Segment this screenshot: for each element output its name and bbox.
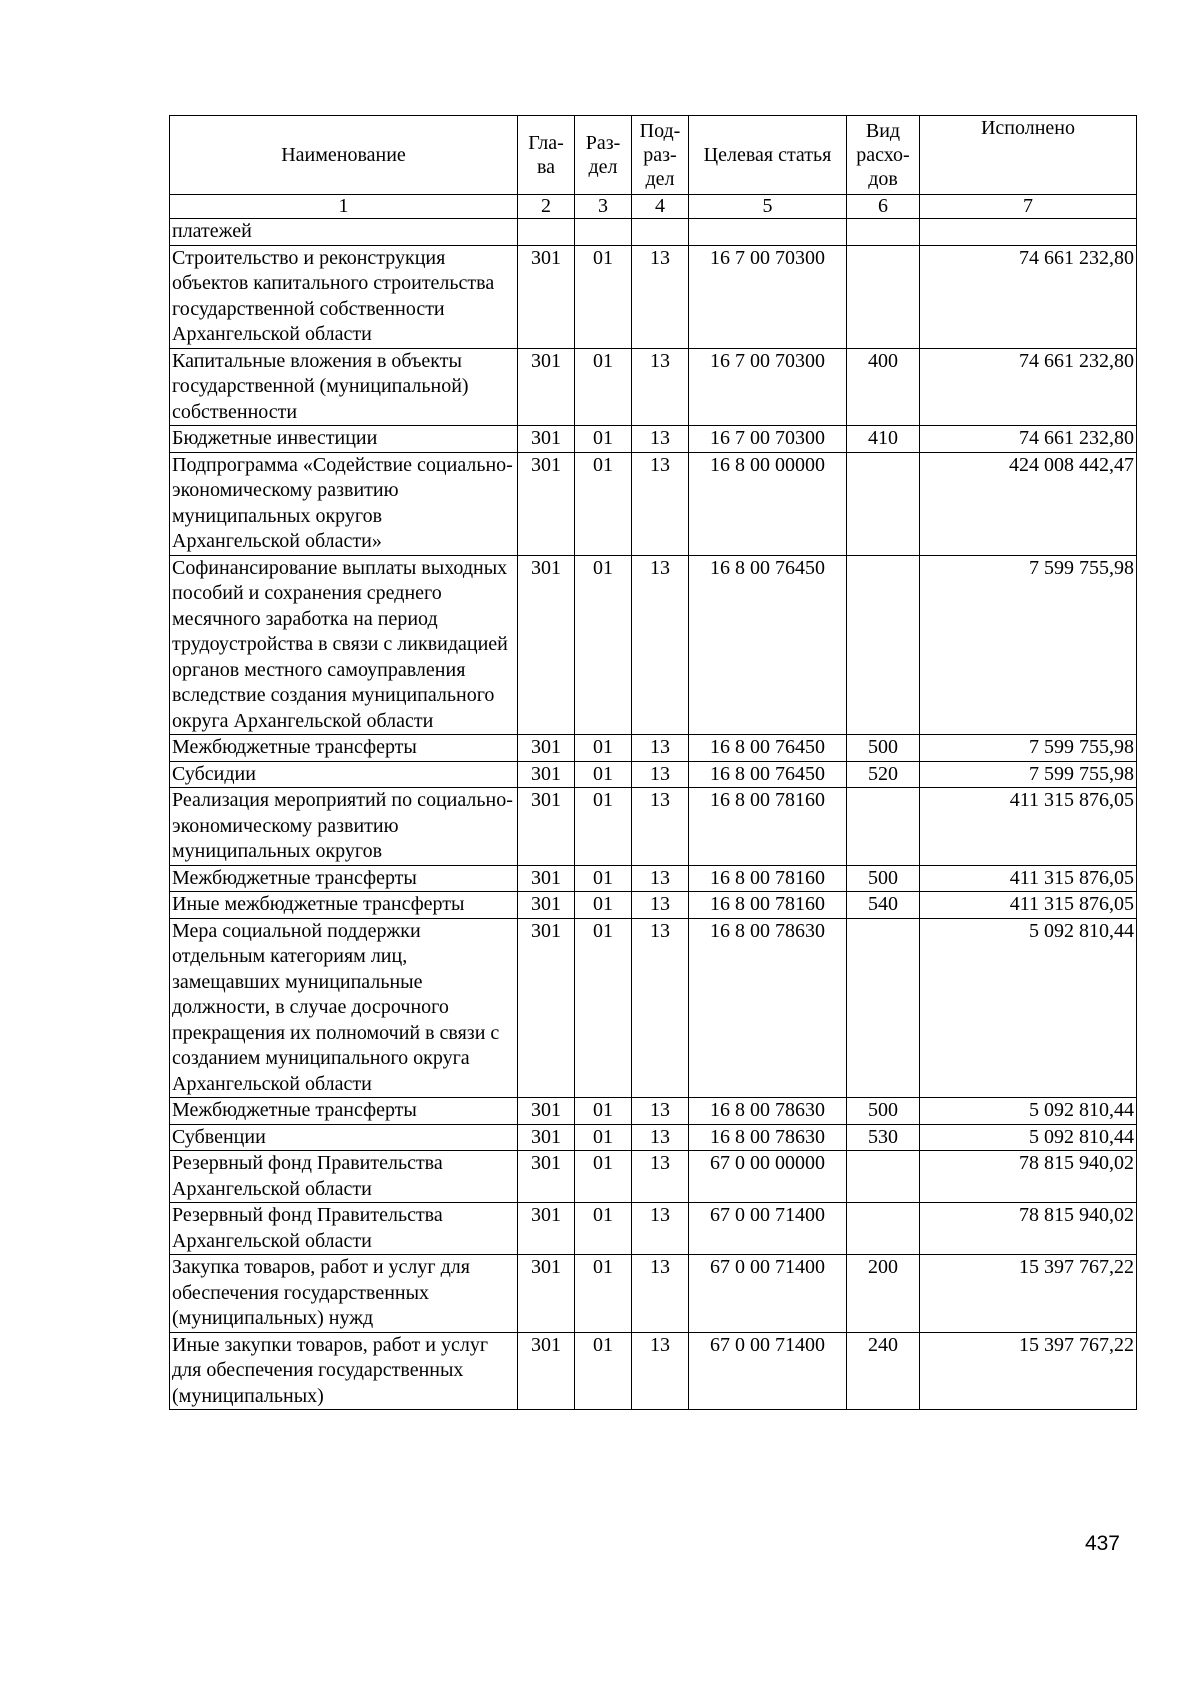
cell-name: Резервный фонд Правительства Архангельской области — [170, 1203, 518, 1255]
cell-amount: 74 661 232,80 — [920, 426, 1137, 453]
cell-amount: 7 599 755,98 — [920, 761, 1137, 788]
cell-podrazdel: 13 — [632, 892, 689, 919]
cell-razdel: 01 — [575, 1098, 632, 1125]
column-number: 3 — [575, 195, 632, 219]
cell-podrazdel — [632, 219, 689, 246]
cell-article: 16 8 00 78160 — [689, 892, 847, 919]
cell-name: Закупка товаров, работ и услуг для обеспечения государственных (муниципальных) нужд — [170, 1255, 518, 1333]
cell-glava: 301 — [518, 865, 575, 892]
table-body — [170, 195, 1137, 1410]
header-podrazdel: Под- раз- дел — [632, 116, 689, 195]
table-row — [170, 1332, 1137, 1410]
cell-razdel: 01 — [575, 1255, 632, 1333]
cell-vid: 500 — [847, 1098, 920, 1125]
cell-vid — [847, 452, 920, 555]
cell-podrazdel: 13 — [632, 452, 689, 555]
table-row — [170, 1151, 1137, 1203]
cell-amount: 78 815 940,02 — [920, 1203, 1137, 1255]
cell-podrazdel: 13 — [632, 1332, 689, 1410]
cell-podrazdel: 13 — [632, 918, 689, 1098]
cell-vid: 240 — [847, 1332, 920, 1410]
cell-article: 67 0 00 71400 — [689, 1332, 847, 1410]
cell-amount: 15 397 767,22 — [920, 1255, 1137, 1333]
cell-name: Субсидии — [170, 761, 518, 788]
cell-razdel: 01 — [575, 1124, 632, 1151]
cell-glava: 301 — [518, 1098, 575, 1125]
cell-glava: 301 — [518, 1203, 575, 1255]
cell-razdel: 01 — [575, 1332, 632, 1410]
cell-razdel: 01 — [575, 865, 632, 892]
column-number: 5 — [689, 195, 847, 219]
table-row — [170, 348, 1137, 426]
cell-name: Бюджетные инвестиции — [170, 426, 518, 453]
cell-razdel: 01 — [575, 348, 632, 426]
cell-podrazdel: 13 — [632, 1255, 689, 1333]
cell-podrazdel: 13 — [632, 865, 689, 892]
cell-name: Софинансирование выплаты выходных пособий и сохранения среднего месячного заработка на период трудоустройства в связи с ликвидацией органов местного самоуправления вследствие создания муниципального округа Архангельской области — [170, 555, 518, 735]
cell-razdel: 01 — [575, 735, 632, 762]
cell-article: 16 7 00 70300 — [689, 245, 847, 348]
budget-table — [169, 115, 1137, 1410]
cell-glava: 301 — [518, 788, 575, 866]
cell-article: 16 8 00 78630 — [689, 1098, 847, 1125]
column-numbers-row — [170, 195, 1137, 219]
cell-article: 16 7 00 70300 — [689, 348, 847, 426]
table-row — [170, 735, 1137, 762]
cell-vid — [847, 219, 920, 246]
column-number: 4 — [632, 195, 689, 219]
cell-article: 16 8 00 76450 — [689, 735, 847, 762]
table-row — [170, 1124, 1137, 1151]
header-vid: Вид расхо- дов — [847, 116, 920, 195]
cell-razdel: 01 — [575, 245, 632, 348]
cell-amount: 78 815 940,02 — [920, 1151, 1137, 1203]
header-article: Целевая статья — [689, 116, 847, 195]
cell-glava: 301 — [518, 918, 575, 1098]
cell-razdel: 01 — [575, 452, 632, 555]
table-row — [170, 865, 1137, 892]
cell-vid: 500 — [847, 735, 920, 762]
cell-name: Межбюджетные трансферты — [170, 735, 518, 762]
cell-podrazdel: 13 — [632, 555, 689, 735]
column-number: 6 — [847, 195, 920, 219]
cell-razdel: 01 — [575, 788, 632, 866]
cell-vid — [847, 245, 920, 348]
column-number: 2 — [518, 195, 575, 219]
cell-amount: 5 092 810,44 — [920, 1098, 1137, 1125]
cell-amount: 7 599 755,98 — [920, 555, 1137, 735]
cell-amount: 5 092 810,44 — [920, 918, 1137, 1098]
header-executed: Исполнено — [920, 116, 1137, 195]
cell-amount: 15 397 767,22 — [920, 1332, 1137, 1410]
cell-glava: 301 — [518, 555, 575, 735]
cell-article: 16 8 00 76450 — [689, 555, 847, 735]
cell-razdel: 01 — [575, 426, 632, 453]
cell-amount: 411 315 876,05 — [920, 892, 1137, 919]
cell-article: 16 8 00 76450 — [689, 761, 847, 788]
table-row — [170, 219, 1137, 246]
cell-vid: 200 — [847, 1255, 920, 1333]
cell-amount: 74 661 232,80 — [920, 348, 1137, 426]
cell-podrazdel: 13 — [632, 1151, 689, 1203]
cell-razdel — [575, 219, 632, 246]
table-row — [170, 426, 1137, 453]
cell-vid — [847, 918, 920, 1098]
cell-amount — [920, 219, 1137, 246]
cell-podrazdel: 13 — [632, 735, 689, 762]
cell-glava: 301 — [518, 426, 575, 453]
cell-razdel: 01 — [575, 761, 632, 788]
cell-vid: 530 — [847, 1124, 920, 1151]
header-name: Наименование — [170, 116, 518, 195]
cell-podrazdel: 13 — [632, 788, 689, 866]
cell-vid — [847, 788, 920, 866]
cell-glava: 301 — [518, 348, 575, 426]
cell-amount: 424 008 442,47 — [920, 452, 1137, 555]
header-razdel: Раз- дел — [575, 116, 632, 195]
column-number: 7 — [920, 195, 1137, 219]
table-header — [170, 116, 1137, 195]
cell-name: Капитальные вложения в объекты государственной (муниципальной) собственности — [170, 348, 518, 426]
cell-name: Межбюджетные трансферты — [170, 1098, 518, 1125]
cell-glava: 301 — [518, 1332, 575, 1410]
column-number: 1 — [170, 195, 518, 219]
cell-name: Иные межбюджетные трансферты — [170, 892, 518, 919]
cell-name: Субвенции — [170, 1124, 518, 1151]
table-row — [170, 761, 1137, 788]
cell-podrazdel: 13 — [632, 348, 689, 426]
table-row — [170, 1203, 1137, 1255]
cell-name: Межбюджетные трансферты — [170, 865, 518, 892]
cell-amount: 74 661 232,80 — [920, 245, 1137, 348]
cell-podrazdel: 13 — [632, 1124, 689, 1151]
cell-razdel: 01 — [575, 892, 632, 919]
cell-glava — [518, 219, 575, 246]
cell-razdel: 01 — [575, 1151, 632, 1203]
cell-name: Иные закупки товаров, работ и услуг для обеспечения государственных (муниципальных) — [170, 1332, 518, 1410]
table-row — [170, 892, 1137, 919]
cell-vid: 540 — [847, 892, 920, 919]
cell-article: 67 0 00 00000 — [689, 1151, 847, 1203]
cell-vid: 400 — [847, 348, 920, 426]
cell-vid — [847, 555, 920, 735]
cell-vid: 520 — [847, 761, 920, 788]
cell-glava: 301 — [518, 1124, 575, 1151]
cell-amount: 411 315 876,05 — [920, 865, 1137, 892]
cell-article: 16 8 00 78160 — [689, 788, 847, 866]
cell-podrazdel: 13 — [632, 426, 689, 453]
table-row — [170, 555, 1137, 735]
table-row — [170, 1255, 1137, 1333]
cell-article: 16 8 00 78630 — [689, 918, 847, 1098]
cell-name: Мера социальной поддержки отдельным категориям лиц, замещавших муниципальные должности, в случае досрочного прекращения их полномочий в связи с созданием муниципального округа Архангельской области — [170, 918, 518, 1098]
cell-article: 16 8 00 00000 — [689, 452, 847, 555]
cell-article: 16 8 00 78630 — [689, 1124, 847, 1151]
cell-razdel: 01 — [575, 918, 632, 1098]
cell-glava: 301 — [518, 452, 575, 555]
cell-amount: 411 315 876,05 — [920, 788, 1137, 866]
cell-podrazdel: 13 — [632, 1098, 689, 1125]
cell-podrazdel: 13 — [632, 245, 689, 348]
cell-glava: 301 — [518, 761, 575, 788]
cell-article: 67 0 00 71400 — [689, 1203, 847, 1255]
cell-vid — [847, 1203, 920, 1255]
cell-name: платежей — [170, 219, 518, 246]
cell-glava: 301 — [518, 1255, 575, 1333]
cell-vid — [847, 1151, 920, 1203]
table-row — [170, 788, 1137, 866]
cell-amount: 5 092 810,44 — [920, 1124, 1137, 1151]
cell-razdel: 01 — [575, 555, 632, 735]
cell-razdel: 01 — [575, 1203, 632, 1255]
table-row — [170, 245, 1137, 348]
cell-glava: 301 — [518, 892, 575, 919]
cell-name: Строительство и реконструкция объектов капитального строительства государственной собственности Архангельской области — [170, 245, 518, 348]
table-row — [170, 1098, 1137, 1125]
table-row — [170, 918, 1137, 1098]
cell-name: Резервный фонд Правительства Архангельской области — [170, 1151, 518, 1203]
cell-article — [689, 219, 847, 246]
table-row — [170, 452, 1137, 555]
cell-name: Реализация мероприятий по социально-экономическому развитию муниципальных округов — [170, 788, 518, 866]
header-glava: Гла- ва — [518, 116, 575, 195]
cell-podrazdel: 13 — [632, 761, 689, 788]
cell-glava: 301 — [518, 1151, 575, 1203]
cell-vid: 500 — [847, 865, 920, 892]
cell-glava: 301 — [518, 245, 575, 348]
cell-podrazdel: 13 — [632, 1203, 689, 1255]
cell-name: Подпрограмма «Содействие социально-экономическому развитию муниципальных округов Архангельской области» — [170, 452, 518, 555]
cell-article: 16 7 00 70300 — [689, 426, 847, 453]
cell-article: 16 8 00 78160 — [689, 865, 847, 892]
cell-amount: 7 599 755,98 — [920, 735, 1137, 762]
cell-glava: 301 — [518, 735, 575, 762]
page-number: 437 — [1084, 1532, 1120, 1555]
cell-vid: 410 — [847, 426, 920, 453]
cell-article: 67 0 00 71400 — [689, 1255, 847, 1333]
